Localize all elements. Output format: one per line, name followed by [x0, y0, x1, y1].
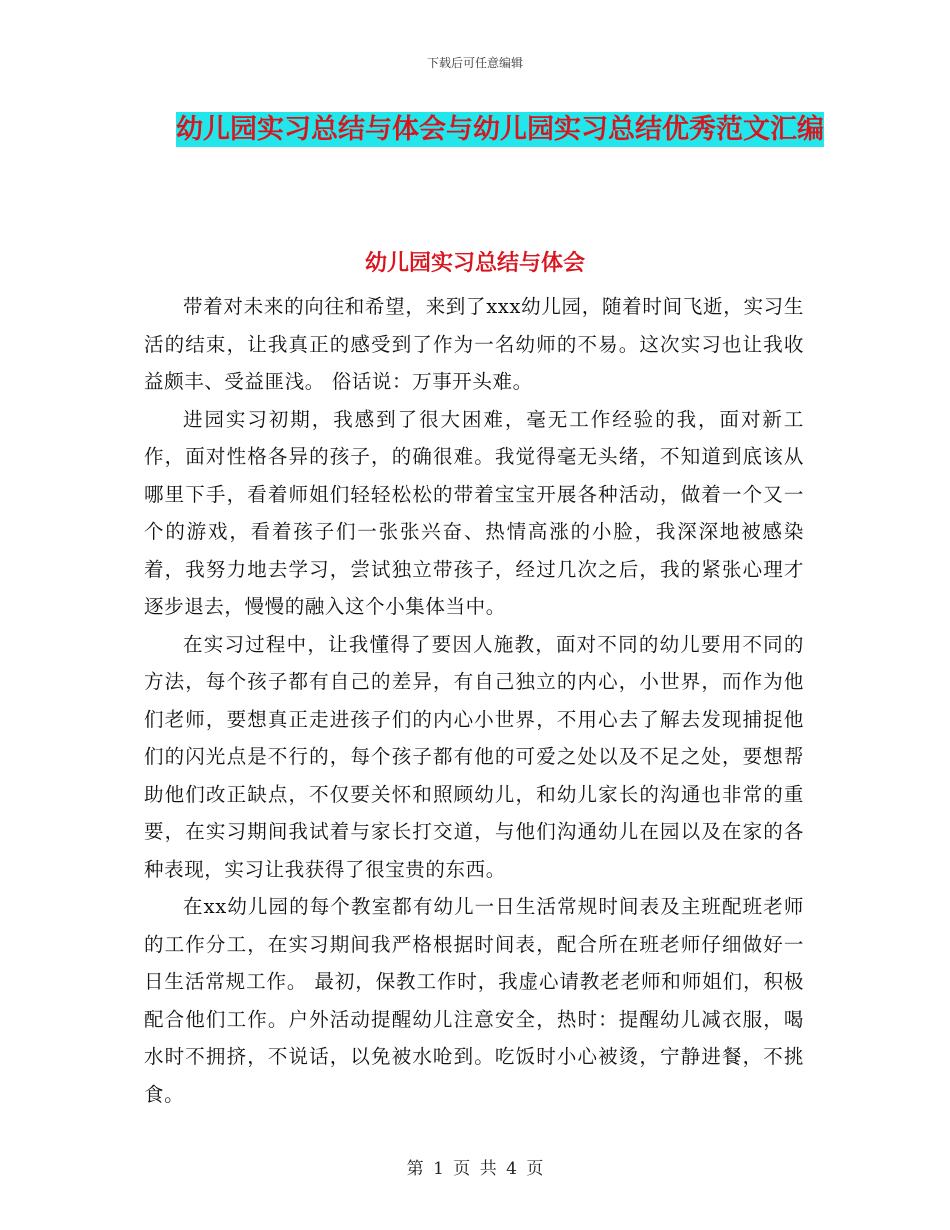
header-note: 下载后可任意编辑 [426, 56, 523, 70]
document-body [144, 288, 804, 1113]
paragraph-4: 在xx幼儿园的每个教室都有幼儿一日生活常规时间表及主班配班老师的工作分工，在实习期间我严格根据时间表，配合所在班老师仔细做好一日生活常规工作。 最初，保教工作时，我虚心请教老老师和师姐们，积极配合他们工作。户外活动提醒幼儿注意安全，热时：提醒幼儿减衣服，喝水时不拥挤，不说话，以免被水呛到。吃饭时小心被烫，宁静进餐，不挑食。 [144, 895, 804, 1106]
section-heading: 幼儿园实习总结与体会 [364, 251, 585, 276]
paragraph-3: 在实习过程中，让我懂得了要因人施教，面对不同的幼儿要用不同的方法，每个孩子都有自己的差异，有自己独立的内心，小世界，而作为他们老师，要想真正走进孩子们的内心小世界，不用心去了解去发现捕捉他们的闪光点是不行的，每个孩子都有他的可爱之处以及不足之处，要想帮助他们改正缺点，不仅要关怀和照顾幼儿，和幼儿家长的沟通也非常的重要，在实习期间我试着与家长打交道，与他们沟通幼儿在园以及在家的各种表现，实习让我获得了很宝贵的东西。 [144, 632, 804, 881]
document-title [150, 106, 850, 154]
paragraph-2: 进园实习初期，我感到了很大困难，毫无工作经验的我，面对新工作，面对性格各异的孩子，的确很难。我觉得毫无头绪，不知道到底该从哪里下手，看着师姐们轻轻松松的带着宝宝开展各种活动，做着一个又一个的游戏，看着孩子们一张张兴奋、热情高涨的小脸，我深深地被感染着，我努力地去学习，尝试独立带孩子，经过几次之后，我的紧张心理才逐步退去，慢慢的融入这个小集体当中。 [144, 407, 804, 618]
document-title-text: 幼儿园实习总结与体会与幼儿园实习总结优秀范文汇编 [176, 114, 824, 145]
page-number-footer: 第 1 页 共 4 页 [406, 1159, 544, 1179]
paragraph-1: 带着对未来的向往和希望，来到了xxx幼儿园，随着时间飞逝，实习生活的结束，让我真正的感受到了作为一名幼师的不易。这次实习也让我收益颇丰、受益匪浅。 俗话说：万事开头难。 [144, 295, 804, 393]
